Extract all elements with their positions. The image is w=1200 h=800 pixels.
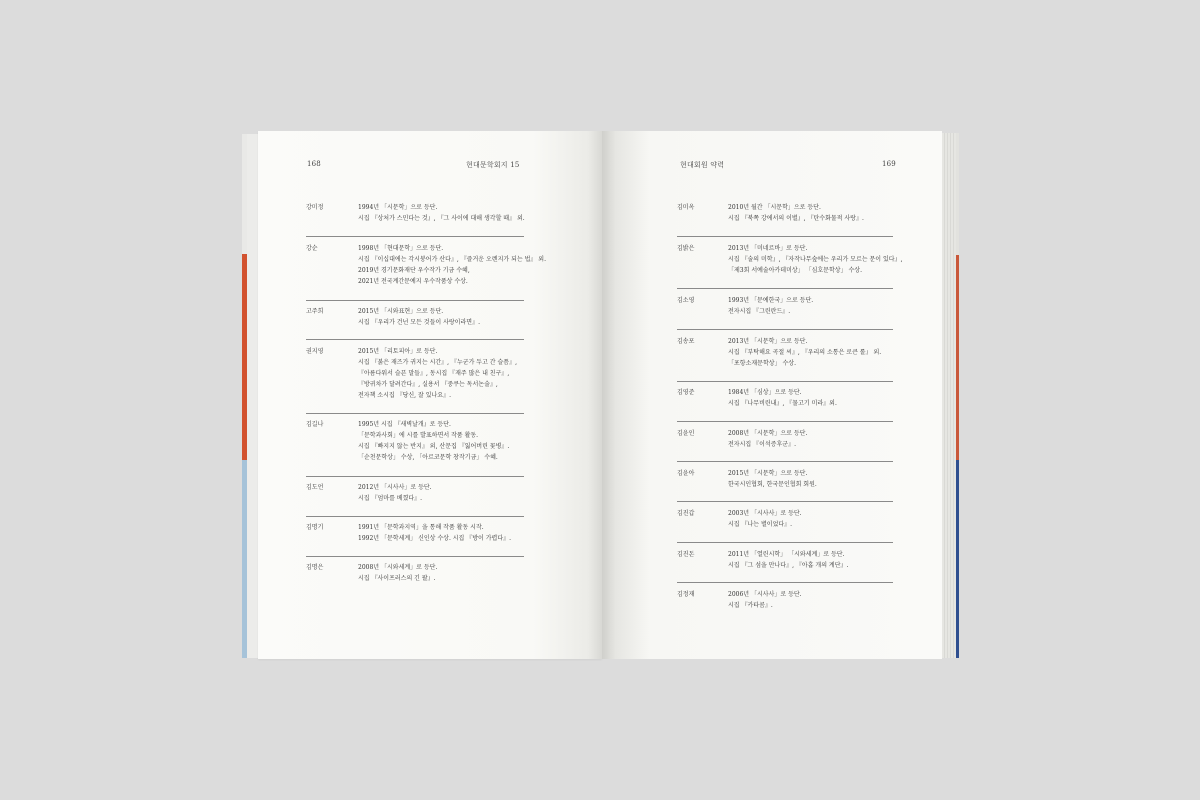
author-name: 강미정 xyxy=(306,204,324,211)
bio-line: 2010년 월간 「시문학」으로 등단. xyxy=(728,204,821,211)
left-edge-gray xyxy=(242,134,247,254)
entry-divider xyxy=(306,556,524,557)
bio-line: 「제3회 서예술아카데미상」 「심호문학상」 수상. xyxy=(728,267,862,274)
bio-line: 시집 『나무비린내』, 『물고기 미라』외. xyxy=(728,400,837,407)
author-name: 김소영 xyxy=(677,297,695,304)
author-name: 김영준 xyxy=(677,389,695,396)
bio-line: 시집 『나는 별이었다』. xyxy=(728,521,793,528)
bio-line: 1998년 「현대문학」으로 등단. xyxy=(358,245,444,252)
author-bio xyxy=(728,336,881,369)
left-edge-blue-tab xyxy=(242,460,247,658)
bio-line: 시집 『우리가 건넌 모든 것들이 사랑이라면』. xyxy=(358,319,480,326)
author-bio xyxy=(358,562,437,584)
bio-line: 「포항소재문학상」 수상. xyxy=(728,360,796,367)
bio-line: 시집 『빠지지 않는 반지』 외, 산문집 『잃어버린 꽃병』. xyxy=(358,443,510,450)
entry-divider xyxy=(306,339,524,340)
author-bio xyxy=(358,202,525,224)
bio-line: 시집 『사이프러스의 긴 팔』. xyxy=(358,575,436,582)
author-name: 고주희 xyxy=(306,308,324,315)
bio-line: 『아름다워서 슬픈 말들』, 동시집 『재주 많은 내 친구』, xyxy=(358,370,510,377)
author-bio xyxy=(358,346,517,401)
bio-line: 2021년 전국계간문예지 우수작품상 수상. xyxy=(358,278,468,285)
bio-line: 시집 『이십대에는 각시붕어가 산다』, 『즐거운 오렌지가 되는 법』 외. xyxy=(358,256,546,263)
left-running-title: 현대문학회지 15 xyxy=(466,161,520,169)
author-name: 김윤아 xyxy=(677,470,695,477)
author-name: 권지영 xyxy=(306,348,324,355)
author-name: 김미옥 xyxy=(677,204,695,211)
author-name: 김명은 xyxy=(306,564,324,571)
bio-line: 시집 『카타콤』. xyxy=(728,602,773,609)
author-bio xyxy=(728,387,837,409)
author-bio xyxy=(358,306,480,328)
bio-line: 전자시집 『이석증후군』. xyxy=(728,441,796,448)
bio-line: 2015년 「시문학」으로 등단. xyxy=(728,470,808,477)
bio-line: 2015년 「시와표현」으로 등단. xyxy=(358,308,444,315)
entry-divider xyxy=(306,516,524,517)
bio-line: 1994년 「시문학」으로 등단. xyxy=(358,204,438,211)
bio-line: 시집 『엄마를 베꼈다』. xyxy=(358,495,423,502)
entry-divider xyxy=(677,329,893,330)
right-edge-gray xyxy=(956,133,959,255)
bio-line: 2019년 경기문화재단 우수작가 기금 수혜, xyxy=(358,267,470,274)
bio-line: 시집 『붉은 재즈가 귀지는 시간』, 『누군가 두고 간 슬픔』, xyxy=(358,359,517,366)
author-bio xyxy=(728,202,864,224)
bio-line: 시집 『부탁해요 곡절 씨』, 『우리의 소통은 로큰 롤』 외. xyxy=(728,349,882,356)
author-name: 김송포 xyxy=(677,338,695,345)
author-name: 김정재 xyxy=(677,591,695,598)
left-edge-red-tab xyxy=(242,254,247,460)
author-bio xyxy=(728,295,813,317)
right-running-title: 현대회원 약력 xyxy=(680,161,725,169)
author-bio xyxy=(358,243,546,287)
bio-line: 2011년 「열린시학」 「시와세계」로 등단. xyxy=(728,551,845,558)
entry-divider xyxy=(677,582,893,583)
bio-line: 전자책 소시집 『당신, 잘 있나요』. xyxy=(358,392,451,399)
entry-divider xyxy=(677,461,893,462)
bio-line: 『방귀차가 달려간다』, 실용서 『중쿠는 독서논술』, xyxy=(358,381,498,388)
bio-line: 2008년 「시와세계」로 등단. xyxy=(358,564,438,571)
bio-line: 한국시인협회, 한국문인협회 회원. xyxy=(728,481,817,488)
entry-divider xyxy=(306,236,524,237)
entry-divider xyxy=(306,413,524,414)
author-bio xyxy=(358,522,511,544)
entry-divider xyxy=(677,236,893,237)
author-name: 김진돈 xyxy=(677,551,695,558)
bio-line: 시집 『술의 미학』, 『자작나무숲에는 우리가 모르는 문이 있다』, xyxy=(728,256,903,263)
author-bio xyxy=(358,419,509,463)
author-name: 김진갑 xyxy=(677,510,695,517)
bio-line: 1993년 「문예한국」으로 등단. xyxy=(728,297,814,304)
entry-divider xyxy=(306,476,524,477)
author-bio xyxy=(728,468,817,490)
author-name: 김도언 xyxy=(306,484,324,491)
entry-divider xyxy=(306,300,524,301)
bio-line: 시집 『북쪽 강에서의 이별』, 『탄수화물적 사랑』. xyxy=(728,215,864,222)
bio-line: 1995년 시집 『새벽날개』로 등단. xyxy=(358,421,451,428)
author-bio xyxy=(358,482,432,504)
entry-divider xyxy=(677,288,893,289)
entry-divider xyxy=(677,542,893,543)
bio-line: 2015년 「리토피아」로 등단. xyxy=(358,348,438,355)
bio-line: 전자시집 『그린란드』. xyxy=(728,308,791,315)
author-name: 김윤인 xyxy=(677,430,695,437)
bio-line: 2012년 「시사사」로 등단. xyxy=(358,484,432,491)
author-bio xyxy=(728,508,802,530)
author-name: 김밝은 xyxy=(677,245,695,252)
bio-line: 1991년 「문학과지역」을 통해 작품 활동 시작. xyxy=(358,524,484,531)
bio-line: 1992년 「문학세계」 신인상 수상. 시집 『방이 가렵다』. xyxy=(358,535,512,542)
author-bio xyxy=(728,243,902,276)
entry-divider xyxy=(677,501,893,502)
bio-line: 2013년 「미네르바」로 등단. xyxy=(728,245,808,252)
bio-line: 「문학과사회」에 시를 발표하면서 작품 활동. xyxy=(358,432,479,439)
bio-line: 시집 『그 섬을 만나다』, 『아홉 개의 계단』. xyxy=(728,562,849,569)
entry-divider xyxy=(677,381,893,382)
right-edge-red-tab xyxy=(956,255,959,460)
author-bio xyxy=(728,589,802,611)
right-edge-navy-tab xyxy=(956,460,959,658)
author-name: 김길나 xyxy=(306,421,324,428)
left-page-number: 168 xyxy=(307,160,321,168)
author-name: 강순 xyxy=(306,245,318,252)
author-bio xyxy=(728,428,807,450)
bio-line: 시집 『상처가 스민다는 것』, 『그 사이에 대해 생각할 때』 외. xyxy=(358,215,525,222)
bio-line: 2003년 「시사사」로 등단. xyxy=(728,510,802,517)
right-page-number: 169 xyxy=(882,160,896,168)
bio-line: 2006년 「시사사」로 등단. xyxy=(728,591,802,598)
bio-line: 2013년 「시문학」으로 등단. xyxy=(728,338,808,345)
entry-divider xyxy=(677,421,893,422)
author-name: 김명기 xyxy=(306,524,324,531)
author-bio xyxy=(728,549,848,571)
bio-line: 「순천문학상」 수상, 「아르코문학 창작기금」 수혜. xyxy=(358,454,498,461)
bio-line: 2008년 「시문학」으로 등단. xyxy=(728,430,808,437)
bio-line: 1984년 「심상」으로 등단. xyxy=(728,389,802,396)
